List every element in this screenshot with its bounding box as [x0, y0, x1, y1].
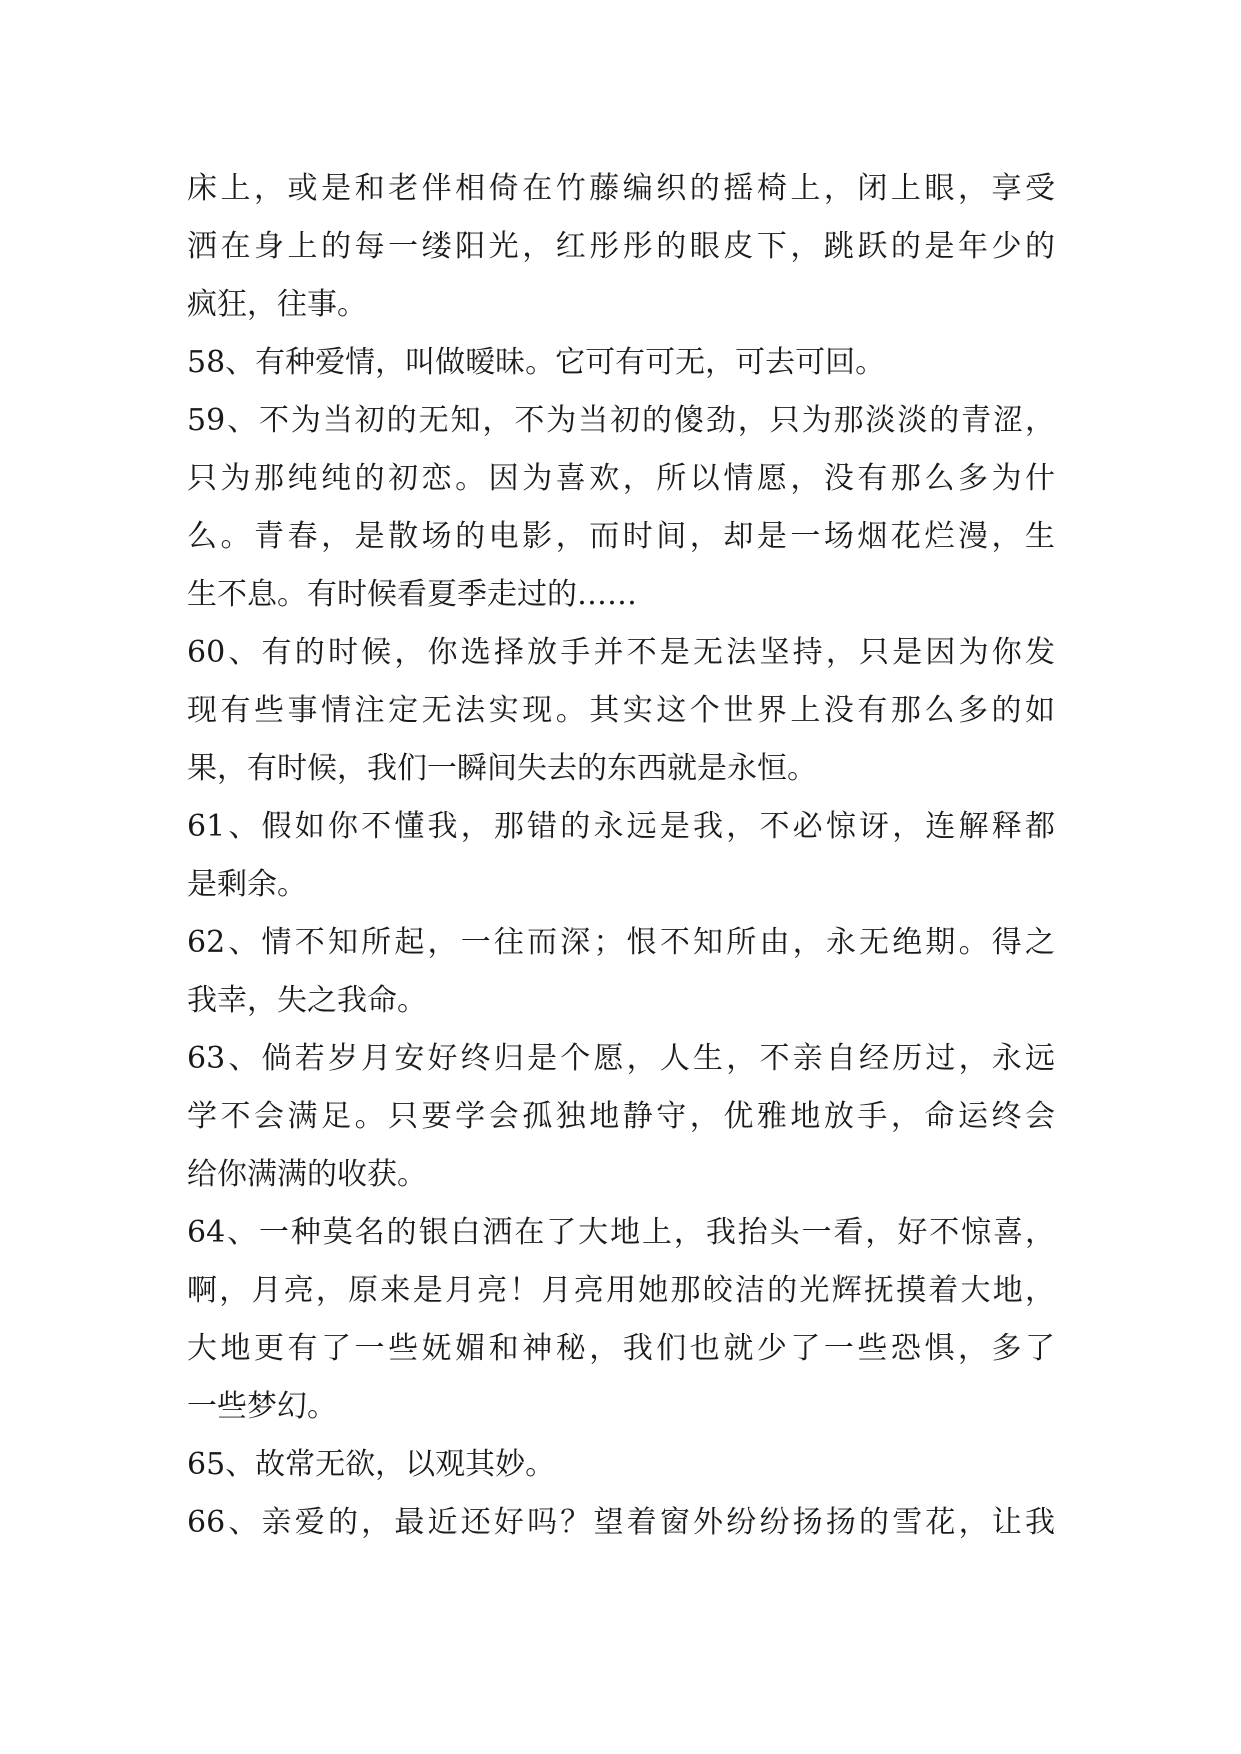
text-line: 床上，或是和老伴相倚在竹藤编织的摇椅上，闭上眼，享受: [187, 171, 1055, 206]
text-line: 啊，月亮，原来是月亮！月亮用她那皎洁的光辉抚摸着大地，: [187, 1273, 1055, 1308]
text-line: 64、一种莫名的银白洒在了大地上，我抬头一看，好不惊喜，: [187, 1215, 1055, 1250]
text-line: 66、亲爱的，最近还好吗？望着窗外纷纷扬扬的雪花，让我: [187, 1505, 1055, 1540]
text-line: 疯狂，往事。: [187, 287, 367, 322]
text-line: 给你满满的收获。: [187, 1157, 427, 1192]
text-line: 学不会满足。只要学会孤独地静守，优雅地放手，命运终会: [187, 1099, 1055, 1134]
text-line: 63、倘若岁月安好终归是个愿，人生，不亲自经历过，永远: [187, 1041, 1055, 1076]
text-line: 58、有种爱情，叫做暧昧。它可有可无，可去可回。: [187, 345, 886, 380]
text-line: 一些梦幻。: [187, 1389, 337, 1424]
text-line: 我幸，失之我命。: [187, 983, 427, 1018]
text-line: 60、有的时候，你选择放手并不是无法坚持，只是因为你发: [187, 635, 1055, 670]
text-line: 只为那纯纯的初恋。因为喜欢，所以情愿，没有那么多为什: [187, 461, 1055, 496]
text-line: 大地更有了一些妩媚和神秘，我们也就少了一些恐惧，多了: [187, 1331, 1055, 1366]
document-page: [187, 160, 1055, 1552]
text-line: 生不息。有时候看夏季走过的……: [187, 577, 637, 612]
text-line: 62、情不知所起，一往而深；恨不知所由，永无绝期。得之: [187, 925, 1055, 960]
text-line: 么。青春，是散场的电影，而时间，却是一场烟花烂漫，生: [187, 519, 1055, 554]
text-line: 洒在身上的每一缕阳光，红彤彤的眼皮下，跳跃的是年少的: [187, 229, 1055, 264]
text-line: 61、假如你不懂我，那错的永远是我，不必惊讶，连解释都: [187, 809, 1055, 844]
text-line: 59、不为当初的无知，不为当初的傻劲，只为那淡淡的青涩，: [187, 403, 1055, 438]
text-line: 现有些事情注定无法实现。其实这个世界上没有那么多的如: [187, 693, 1055, 728]
text-line: 果，有时候，我们一瞬间失去的东西就是永恒。: [187, 751, 817, 786]
text-line: 是剩余。: [187, 867, 307, 902]
text-line: 65、故常无欲，以观其妙。: [187, 1447, 556, 1482]
